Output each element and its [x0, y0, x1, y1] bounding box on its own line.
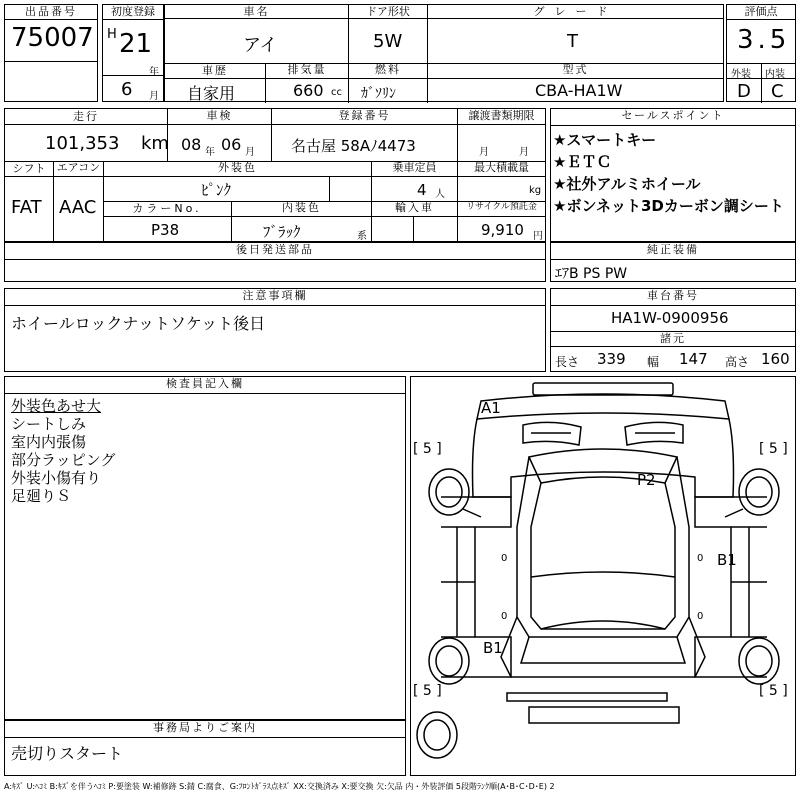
notes-label: 注意事項欄	[5, 289, 545, 306]
exterior-score: D	[737, 81, 751, 102]
width-label: 幅	[647, 355, 660, 369]
inspector-box	[4, 376, 406, 720]
interior-label: 内装	[765, 69, 785, 80]
dims-label: 諸元	[551, 331, 795, 347]
inspection-year-unit: 年	[205, 147, 215, 158]
persons-unit: 人	[435, 189, 445, 200]
lot-number-box	[4, 4, 98, 102]
later-parts-label: 後日発送部品	[5, 243, 545, 260]
inspection-label: 車検	[167, 109, 271, 125]
length-label: 長さ	[555, 355, 580, 369]
chassis-number: HA1W-0900956	[611, 309, 729, 327]
sales-point: ★ボンネット3Dカーボン調シート	[553, 197, 784, 215]
sales-point: ★スマートキー	[553, 131, 657, 149]
fuel: ｶﾞｿﾘﾝ	[361, 86, 396, 102]
inspection-month: 06	[221, 135, 242, 154]
kg-unit: kg	[529, 185, 542, 196]
inspector-note: 室内内張傷	[11, 433, 87, 451]
model-label: 型式	[427, 63, 723, 79]
damage-b1-right: B1	[717, 551, 737, 569]
sales-point: ★ＥＴＣ	[553, 153, 612, 171]
reg-year: 21	[119, 29, 153, 59]
history-label: 車歴	[202, 64, 228, 77]
inspection-year: 08	[181, 135, 202, 154]
height-label: 高さ	[725, 355, 750, 369]
capacity-label: 乗車定員	[371, 161, 457, 177]
inspector-note: 外装色あせ大	[11, 397, 102, 415]
tire-depth-fl: [ 5 ]	[413, 441, 442, 457]
equipment-label: 純正装備	[551, 243, 795, 260]
grade-label: グレード	[427, 5, 723, 19]
max-load-label: 最大積載量	[457, 161, 545, 177]
length: 339	[597, 350, 626, 368]
zero-mark: 0	[697, 553, 704, 564]
mileage: 101,353	[45, 133, 120, 154]
inspector-label: 検査員記入欄	[5, 377, 405, 394]
tire-depth-rr: [ 5 ]	[759, 683, 788, 699]
office-label: 事務局よりご案内	[5, 721, 405, 738]
import-label: 輸入車	[371, 201, 457, 217]
office-text: 売切りスタート	[11, 744, 124, 763]
registration-number: 名古屋 58Aﾉ4473	[291, 137, 416, 155]
car-info-box	[164, 4, 724, 102]
aircon: AAC	[59, 197, 97, 218]
shift: FAT	[11, 197, 42, 218]
aircon-label: エアコン	[53, 161, 103, 177]
ext-color-label: 外装色	[103, 161, 371, 177]
displacement: 660	[293, 81, 324, 100]
car-history: 自家用	[187, 84, 236, 103]
sales-points-box	[550, 108, 796, 242]
chassis-label: 車台番号	[551, 289, 795, 306]
notes-box	[4, 288, 546, 372]
inspector-note: 部分ラッピング	[11, 451, 116, 469]
reg-month: 6	[121, 79, 133, 100]
notes-text: ホイールロックナットソケット後日	[11, 314, 266, 333]
km-unit: km	[141, 133, 169, 154]
inspector-note: 足廻りＳ	[11, 487, 72, 505]
cc-unit: cc	[331, 87, 342, 98]
damage-p2: P2	[637, 471, 656, 489]
door-type: 5W	[373, 31, 403, 52]
sales-points-label: セールスポイント	[551, 109, 795, 126]
score-box	[726, 4, 796, 102]
vehicle-details-box	[4, 108, 546, 242]
width: 147	[679, 350, 708, 368]
damage-a1: A1	[481, 399, 501, 417]
deadline-month-unit: 月	[479, 147, 489, 158]
displacement-label: 排気量	[265, 63, 348, 79]
first-registration-label: 初度登録	[103, 5, 163, 20]
color-no-label: カラーNo.	[132, 202, 202, 215]
car-diagram	[411, 377, 797, 777]
inspection-month-unit: 月	[245, 147, 255, 158]
ext-color: ﾋﾟﾝｸ	[201, 181, 232, 199]
legend: A:ｷｽﾞ U:ﾍｺﾐ B:ｷｽﾞを伴うﾍｺﾐ P:要塗装 W:補修跡 S:錆 C:腐食、G:ﾌﾛﾝﾄｶﾞﾗｽ点ｷｽﾞ XX:交換済み X:要交換 欠:欠品 内・外装評価 5段階ﾗﾝｸ順(A･B･C･D･E) 2	[4, 782, 555, 791]
reg-number-label: 登録番号	[271, 109, 457, 125]
recycle-label: リサイクル預託金	[457, 201, 545, 217]
tire-depth-rl: [ 5 ]	[413, 683, 442, 699]
zero-mark: 0	[501, 553, 508, 564]
year-unit: 年	[149, 67, 159, 78]
grade: T	[567, 31, 578, 52]
inspector-note: 外装小傷有り	[11, 469, 102, 487]
color-no: P38	[151, 221, 180, 239]
lot-number: 75007	[11, 23, 94, 53]
lot-number-label: 出品番号	[5, 5, 97, 20]
int-color: ﾌﾞﾗｯｸ	[263, 223, 301, 241]
height: 160	[761, 350, 790, 368]
deadline-day-unit: 月	[519, 147, 529, 158]
yen-unit: 円	[533, 231, 543, 242]
car-diagram-box	[410, 376, 796, 776]
chassis-box	[550, 288, 796, 372]
series-unit: 系	[357, 231, 367, 242]
car-name: アイ	[243, 35, 278, 56]
transfer-deadline-label: 譲渡書類期限	[457, 109, 545, 125]
car-name-label: 車名	[243, 5, 270, 18]
damage-b1-left: B1	[483, 639, 503, 657]
mileage-label: 走行	[73, 110, 99, 123]
later-parts-box	[4, 242, 546, 282]
equipment: ｴｱB PS PW	[555, 266, 628, 282]
tire-depth-fr: [ 5 ]	[759, 441, 788, 457]
recycle-fee: 9,910	[481, 221, 524, 239]
sales-point: ★社外アルミホイール	[553, 175, 701, 193]
zero-mark: 0	[697, 611, 704, 622]
capacity: 4	[417, 181, 427, 199]
fuel-label: 燃料	[348, 63, 427, 79]
overall-score: 3.5	[737, 25, 791, 55]
model-code: CBA-HA1W	[535, 81, 623, 100]
office-box	[4, 720, 406, 776]
zero-mark: 0	[501, 611, 508, 622]
month-unit: 月	[149, 91, 159, 102]
era: H	[107, 27, 117, 42]
inspector-note: シートしみ	[11, 415, 87, 433]
int-color-label: 内装色	[231, 201, 371, 217]
door-label: ドア形状	[348, 5, 427, 19]
shift-label: シフト	[12, 162, 46, 175]
first-registration-box	[102, 4, 164, 102]
score-label: 評価点	[727, 5, 795, 20]
interior-score: C	[771, 81, 784, 102]
equipment-box	[550, 242, 796, 282]
exterior-label: 外装	[731, 69, 751, 80]
